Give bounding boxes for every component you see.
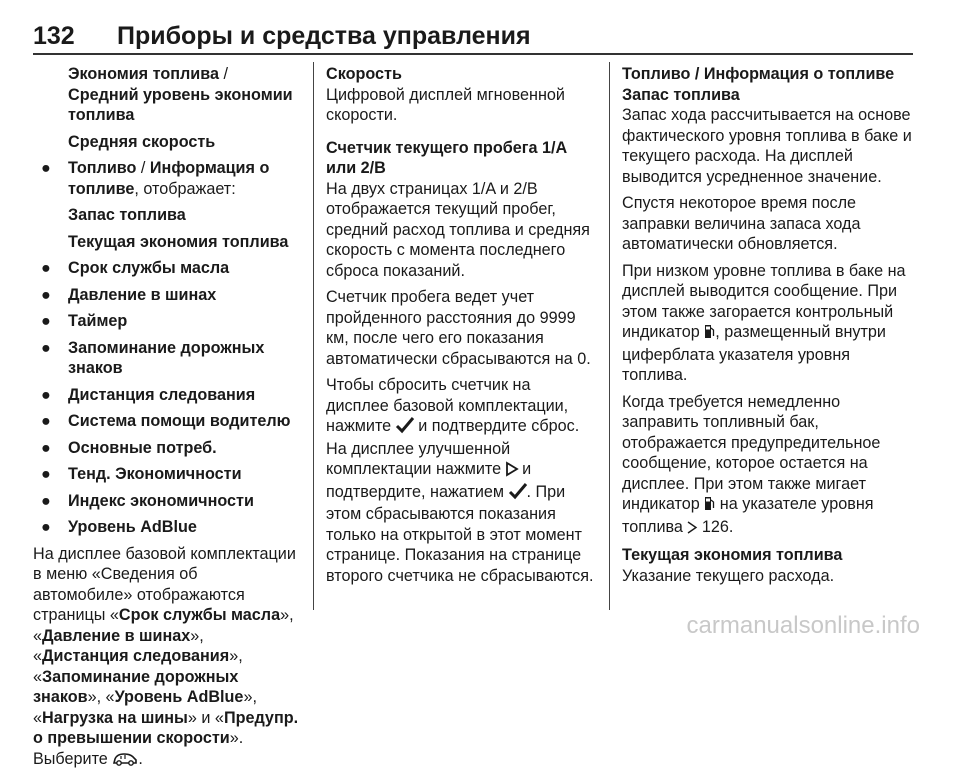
list-item-fuel: ● Топливо / Информация о топливе, отображает: [41,159,270,198]
column-2 [326,64,596,592]
list-item: ● Основные потреб. [41,438,217,457]
body-paragraph: Когда требуется немедленно заправить топливный бак, отображается предупредительное сообщение, которое остается на дисплее. При этом также мигает индикатор на указателе уровня топлива 126. [622,392,918,540]
arrow-right-icon [506,461,518,482]
section-heading-speed: Скорость [326,65,402,83]
body-paragraph: На двух страницах 1/A и 2/B отображается текущий пробег, средний расход топлива и средняя скорость с момента последнего сброса показаний. [326,179,590,280]
column-divider-1 [313,62,314,610]
body-paragraph: При низком уровне топлива в баке на дисплей выводится сообщение. При этом также загорается контрольный индикатор , размещенный внутри циферблата указателя уровня топлива. [622,261,906,384]
fuel-pump-icon [704,324,715,345]
page-reference-link[interactable]: 126. [701,517,734,536]
list-item: ● Система помощи водителю [41,412,291,430]
column-divider-2 [609,62,610,610]
list-item: ● Индекс экономичности [41,491,254,510]
header-divider [33,53,913,55]
list-item: ● Тенд. Экономичности [41,465,242,483]
body-paragraph: Цифровой дисплей мгновенной скорости. [326,85,565,124]
section-heading-current-economy: Текущая экономия топлива [622,546,843,564]
car-info-icon [112,751,138,772]
sub-item-economy: Экономия топлива / Средний уровень экономии топлива [68,65,293,124]
page-number: 132 [33,22,75,50]
section-heading-trip: Счетчик текущего пробега 1/A или 2/B [326,138,567,177]
sub-item-avg-speed: Средняя скорость [68,132,216,151]
list-item: ● Таймер [41,312,128,330]
page-header [33,22,913,54]
watermark: carmanualsonline.info [686,612,920,639]
body-paragraph: Чтобы сбросить счетчик на дисплее базовой комплектации, нажмите и подтвердите сброс. На дисплее улучшенной комплектации нажмите и подтвердите, нажатием . При этом сбрасываются показания только на открытой в этот момент странице. Показания на странице второго счетчика не сбрасываются. [326,376,594,585]
page-title: Приборы и средства управления [117,22,531,50]
column-1 [33,64,301,777]
checkmark-icon [396,417,414,439]
fuel-pump-icon [704,496,715,517]
page-reference-icon [687,519,697,540]
list-item: ● Дистанция следования [41,385,256,404]
list-item: ● Запоминание дорожных знаков [41,338,265,377]
body-paragraph: На дисплее базовой комплектации в меню «Сведения об автомобиле» отображаются страницы «Срок службы масла», «Давление в шинах», «Дистанция следования», «Запоминание дорожных знаков», «Уровень AdBlue», «Нагрузка на шины» и «Предупр. о превышении скорости». Выберите . [33,544,301,772]
column-3 [622,64,918,592]
body-paragraph: Запас хода рассчитывается на основе фактического уровня топлива в баке и текущего расхода. На дисплей выводится усредненное значение. [622,106,912,186]
body-paragraph: Указание текущего расхода. [622,566,835,585]
section-subheading-range: Запас топлива [622,85,740,104]
section-heading-fuel: Топливо / Информация о топливе [622,65,895,83]
body-paragraph: Счетчик пробега ведет учет пройденного расстояния до 9999 км, после чего его показания автоматически сбрасываются на 0. [326,288,591,368]
sub-item-current-economy: Текущая экономия топлива [68,232,289,251]
list-item: ● Давление в шинах [41,285,217,304]
checkmark-icon [509,483,527,505]
list-item: ● Срок службы масла [41,259,230,277]
sub-item-range: Запас топлива [68,206,186,224]
body-paragraph: Спустя некоторое время после заправки величина запаса хода автоматически обновляется. [622,194,861,253]
list-item: ● Уровень AdBlue [41,518,197,536]
